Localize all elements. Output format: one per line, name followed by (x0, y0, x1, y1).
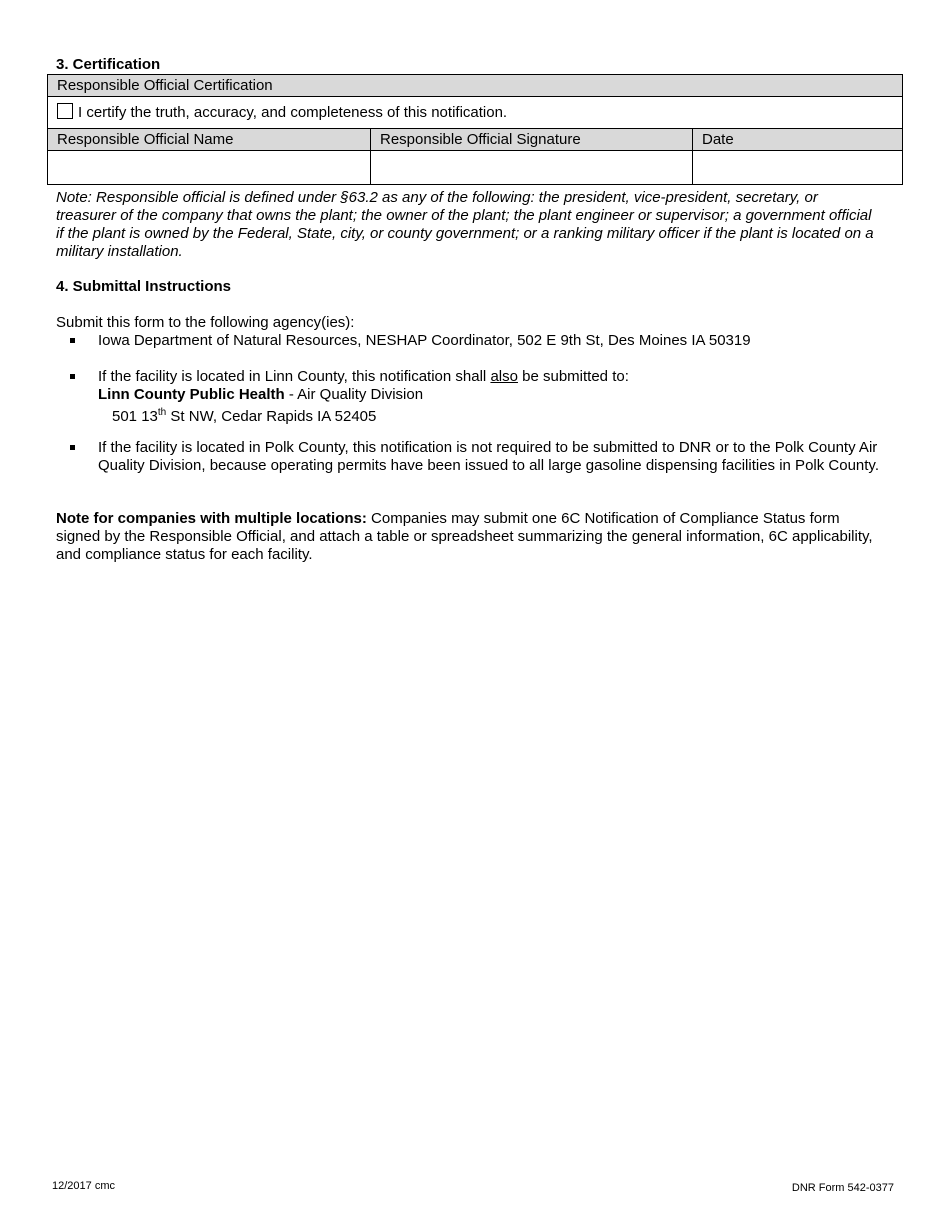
column-header-signature: Responsible Official Signature (371, 129, 693, 151)
multiple-locations-note-label: Note for companies with multiple locations: (56, 510, 367, 527)
bullet-icon (70, 374, 75, 379)
list-item (70, 332, 890, 350)
responsible-official-signature-field[interactable] (371, 151, 693, 185)
certify-checkbox-row (48, 97, 903, 129)
column-header-date: Date (693, 129, 903, 151)
linn-agency-name: Linn County Public Health (98, 386, 285, 403)
bullet-text-iowa-dnr: Iowa Department of Natural Resources, NESHAP Coordinator, 502 E 9th St, Des Moines IA 50319 (98, 332, 751, 349)
multiple-locations-note-text: Companies may submit one 6C Notification of Compliance Status form signed by the Responsible Official, and attach a table or spreadsheet summarizing the general information, 6C applicability, and compliance status for each facility. (56, 510, 873, 563)
certification-table (47, 74, 903, 185)
linn-agency-division: - Air Quality Division (284, 386, 424, 403)
submittal-intro: Submit this form to the following agency(ies): (56, 314, 355, 331)
multiple-locations-note (56, 510, 886, 564)
bullet-icon (70, 338, 75, 343)
certify-checkbox[interactable] (57, 103, 73, 119)
bullet-icon (70, 445, 75, 450)
submittal-heading: 4. Submittal Instructions (56, 278, 232, 295)
certification-table-header: Responsible Official Certification (48, 75, 903, 97)
list-item (70, 439, 890, 475)
column-header-name: Responsible Official Name (48, 129, 371, 151)
responsible-official-name-field[interactable] (48, 151, 371, 185)
list-item (70, 368, 890, 426)
linn-text-post: be submitted to: (517, 368, 629, 385)
bullet-text-linn-county (98, 368, 890, 426)
bullet-text-polk-county: If the facility is located in Polk County, this notification is not required to be submitted to DNR or to the Polk County Air Quality Division, because operating permits have been issued to all large gasoline dispensing facilities in Polk County. (98, 439, 879, 474)
responsible-official-note: Note: Responsible official is defined under §63.2 as any of the following: the president, vice-president, secretary, or treasurer of the company that owns the plant; the owner of the plant; the plant engineer or supervisor; a government official if the plant is owned by the Federal, State, city, or county government; or a ranking military officer if the plant is located on a military installation. (56, 189, 874, 260)
linn-address: 501 13th St NW, Cedar Rapids IA 52405 (112, 407, 377, 425)
date-field[interactable] (693, 151, 903, 185)
footer-form-number: DNR Form 542-0377 (791, 1182, 894, 1194)
certification-heading: 3. Certification (56, 56, 161, 73)
linn-text-pre: If the facility is located in Linn County, this notification shall (98, 368, 491, 385)
certify-checkbox-label: I certify the truth, accuracy, and completeness of this notification. (78, 104, 508, 121)
linn-text-underlined: also (490, 368, 518, 385)
footer-date: 12/2017 cmc (52, 1180, 115, 1192)
